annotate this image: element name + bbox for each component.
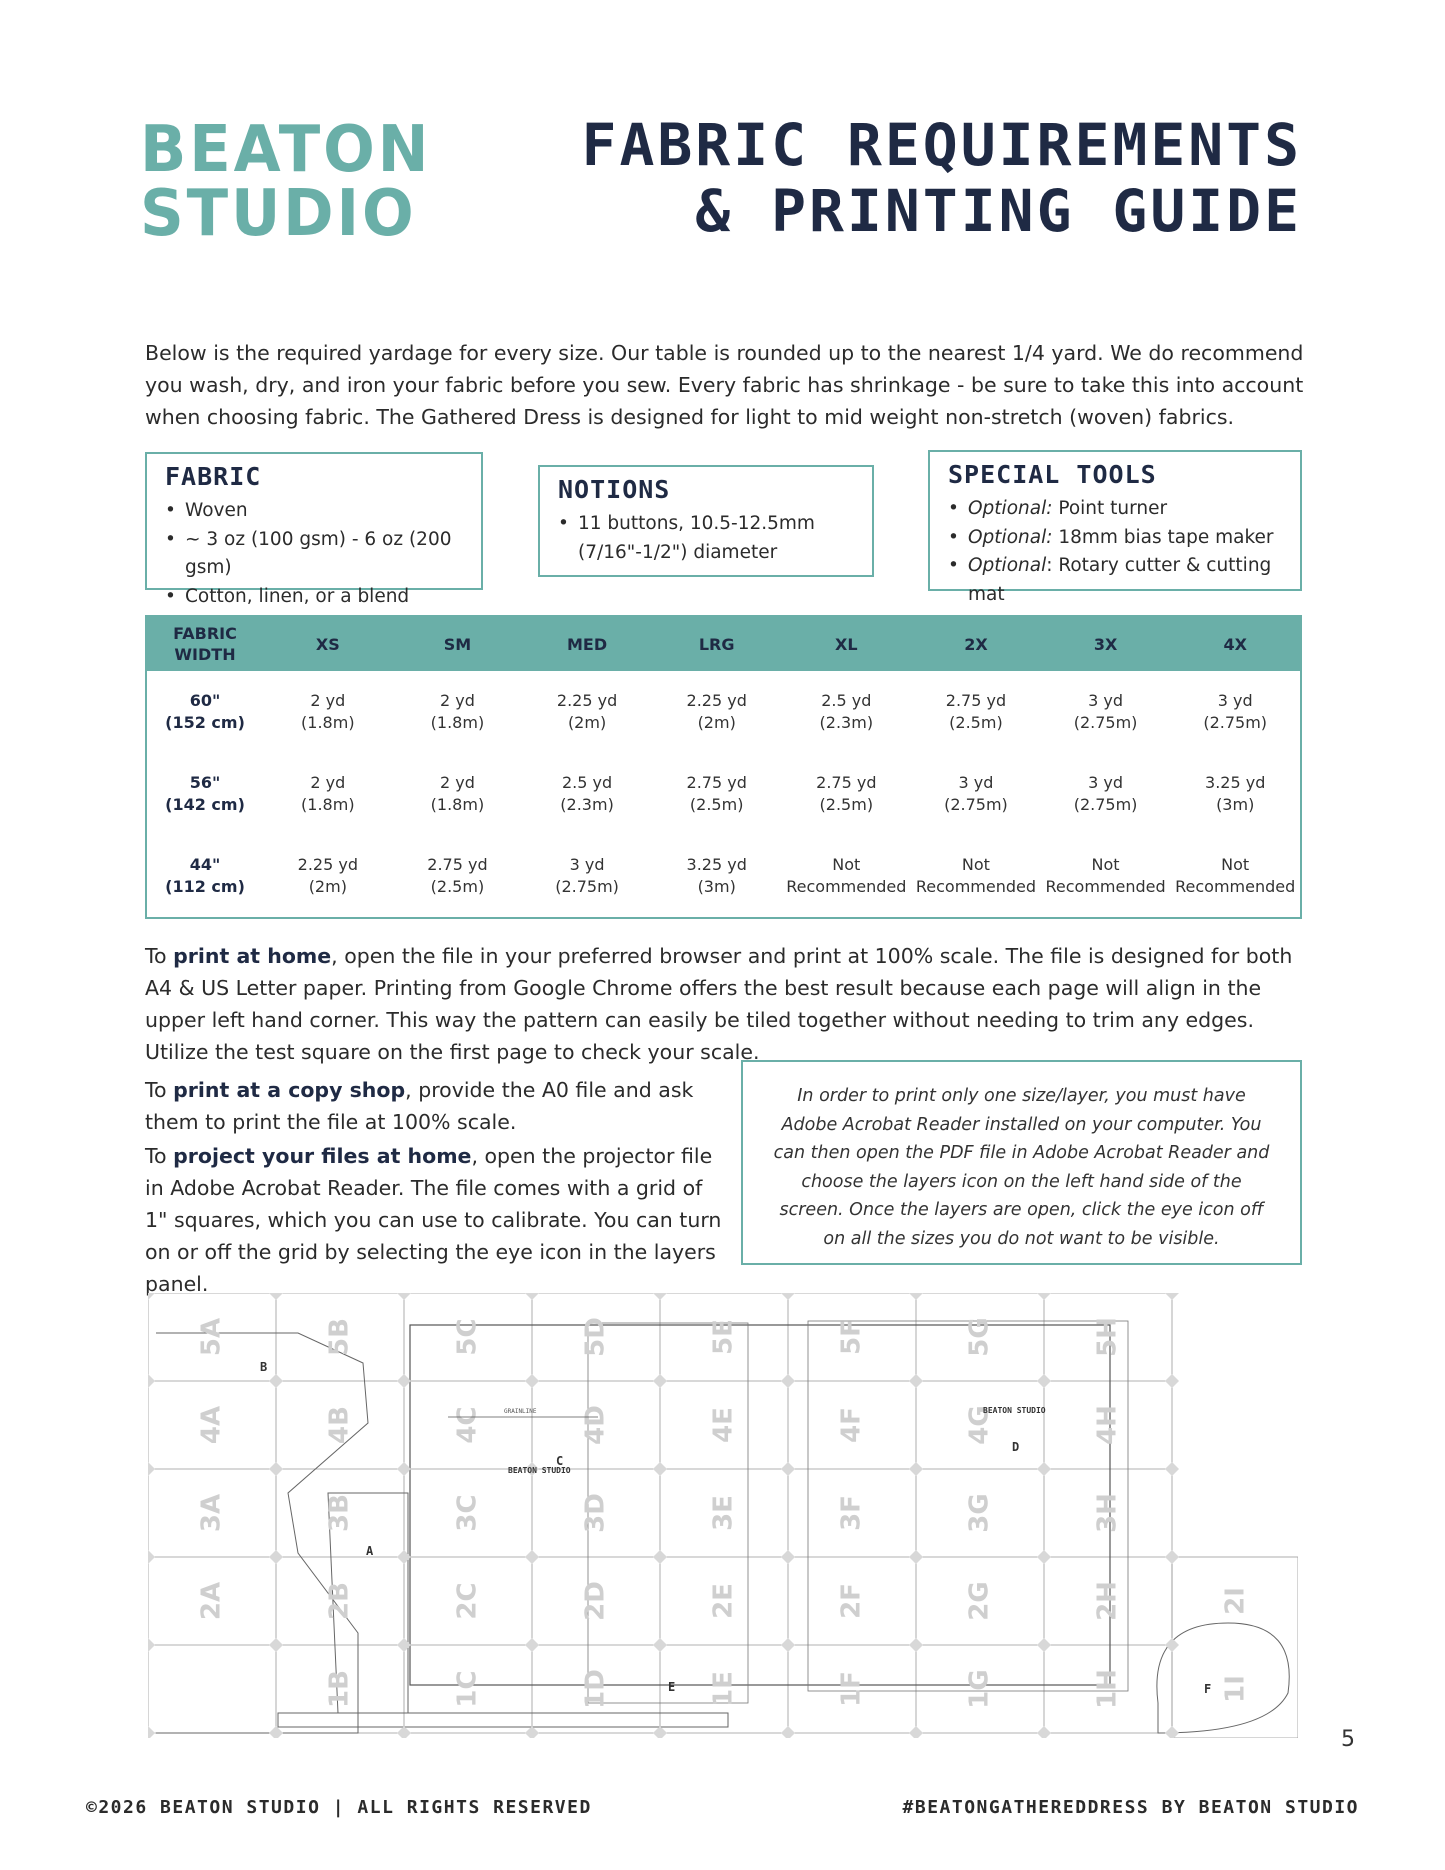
table-row [147,671,1300,753]
yardage-cell: 2.5 yd (2.3m) [819,691,874,732]
tile-label: 2D [580,1581,611,1621]
tile-label: 2B [324,1582,355,1620]
special-tools-item: • Optional: Rotary cutter & cutting mat [948,552,1282,609]
notions-heading: NOTIONS [558,475,671,504]
alignment-diamond [148,1374,155,1388]
tile-label: 4D [580,1405,611,1445]
tile-label: 2A [196,1581,227,1621]
fabric-width-cell: 44" (112 cm) [165,855,245,896]
brand-logo-line-2: STUDIO [140,177,417,251]
alignment-diamond [653,1374,667,1388]
alignment-diamond [1037,1638,1051,1652]
tile-label: 5G [964,1317,995,1357]
alignment-diamond [1037,1550,1051,1564]
column-header: MED [566,634,608,654]
tile-label: 2F [836,1583,867,1619]
pattern-piece-label: B [260,1360,268,1374]
yardage-cell: 2.75 yd (2.5m) [427,855,488,896]
pattern-piece-label: D [1012,1440,1020,1454]
layers-note: In order to print only one size/layer, you must have Adobe Acrobat Reader installed on your computer. You can then open the PDF file in Adobe Acrobat Reader and choose the layers icon on the left hand side of the screen. Once the layers are open, click the eye icon off on all the sizes you do not want to be visible. [741,1060,1302,1265]
tile-label: 4C [452,1406,483,1444]
column-header: 2X [964,634,988,654]
fabric-box [145,452,483,607]
tile-label: 1D [580,1669,611,1709]
page-title [582,112,1302,244]
column-header: FABRIC WIDTH [173,624,237,664]
alignment-diamond [525,1550,539,1564]
alignment-diamond [909,1638,923,1652]
tile-label: 1E [708,1671,739,1707]
print-at-home-paragraph: To print at home, open the file in your preferred browser and print at 100% scale. The file is designed for both A4 & US Letter paper. Printing from Google Chrome offers the best result because each page will align in the upper left hand corner. This way the pattern can easily be tiled together without needing to trim any edges. Utilize the test square on the first page to check your scale. [145,944,1293,1064]
alignment-diamond [148,1462,155,1476]
alignment-diamond [653,1726,667,1738]
alignment-diamond [781,1293,795,1300]
tile-label: 5F [836,1319,867,1355]
alignment-diamond [909,1374,923,1388]
yardage-table [145,615,1302,919]
alignment-diamond [269,1550,283,1564]
tile-label: 3B [324,1494,355,1532]
alignment-diamond [269,1726,283,1738]
alignment-diamond [397,1638,411,1652]
tile-label: 1H [1092,1669,1123,1709]
tile-label: 5H [1092,1317,1123,1357]
tile-label: 1B [324,1670,355,1708]
alignment-diamond [397,1374,411,1388]
alignment-diamond [1165,1550,1179,1564]
yardage-cell: 2 yd (1.8m) [301,773,355,814]
tile-label: 2G [964,1581,995,1621]
alignment-diamond [781,1374,795,1388]
tile-label: 3D [580,1493,611,1533]
alignment-diamond [148,1293,155,1300]
yardage-cell: Not Recommended [915,855,1036,896]
tile-label: 3F [836,1495,867,1531]
brand-logo [140,113,432,251]
alignment-diamond [781,1462,795,1476]
tile-label: 2C [452,1582,483,1620]
alignment-diamond [909,1550,923,1564]
tile-label: 4H [1092,1405,1123,1445]
tile-label: 4B [324,1406,355,1444]
yardage-cell: Not Recommended [786,855,907,896]
alignment-diamond [148,1550,155,1564]
pattern-piece-label: F [1204,1682,1212,1696]
pattern-piece-label: C [556,1454,564,1468]
column-header: 3X [1093,634,1118,654]
alignment-diamond [525,1293,539,1300]
pattern-brand-tag: BEATON STUDIO [508,1466,571,1475]
tile-label: 3G [964,1493,995,1533]
intro-paragraph: Below is the required yardage for every size. Our table is rounded up to the nearest 1/4 yard. We do recommend you wash, dry, and iron your fabric before you sew. Every fabric has shrinkage - be sure to take this into account when choosing fabric. The Gathered Dress is designed for light to mid weight non-stretch (woven) fabrics. [145,341,1304,429]
alignment-diamond [909,1726,923,1738]
notions-item: • 11 buttons, 10.5-12.5mm (7/16"-1/2") diameter [558,510,854,567]
column-header: 4X [1223,634,1247,654]
yardage-cell: 3.25 yd (3m) [686,855,747,896]
alignment-diamond [269,1293,283,1300]
tile-label: 3C [452,1494,483,1532]
pattern-layout-diagram [148,1293,1298,1738]
column-header: LRG [698,634,735,654]
alignment-diamond [1165,1638,1179,1652]
yardage-cell: Not Recommended [1175,855,1296,896]
yardage-cell: 3 yd (2.75m) [1203,691,1268,732]
tile-label: 1C [452,1670,483,1708]
fabric-heading: FABRIC [165,462,262,491]
fabric-item: • Cotton, linen, or a blend [165,583,463,612]
fabric-width-cell: 60" (152 cm) [165,691,245,732]
alignment-diamond [148,1726,155,1738]
yardage-cell: 3 yd (2.75m) [1073,773,1138,814]
tile-label: 2H [1092,1581,1123,1621]
notions-box [538,465,874,577]
tile-label: 4F [836,1407,867,1443]
column-header: XL [835,634,858,654]
alignment-diamond [148,1638,155,1652]
fabric-item: • Woven [165,497,463,526]
yardage-cell: 2 yd (1.8m) [430,691,485,732]
tile-label: 1F [836,1671,867,1707]
alignment-diamond [269,1462,283,1476]
alignment-diamond [1037,1726,1051,1738]
tile-label: 3E [708,1495,739,1531]
alignment-diamond [1165,1293,1179,1300]
alignment-diamond [1037,1374,1051,1388]
tile-label: 2E [708,1583,739,1619]
special-tools-item: • Optional: Point turner [948,495,1282,524]
tile-label: 5D [580,1317,611,1357]
special-tools-item: • Optional: 18mm bias tape maker [948,524,1282,553]
page-title-line-2: & PRINTING GUIDE [695,177,1302,245]
yardage-cell: 3 yd (2.75m) [944,773,1008,814]
footer-hashtag: #BEATONGATHEREDDRESS BY BEATON STUDIO [902,1797,1359,1818]
fabric-item: • ~ 3 oz (100 gsm) - 6 oz (200 gsm) [165,526,463,583]
alignment-diamond [397,1293,411,1300]
footer-copyright: ©2026 BEATON STUDIO | ALL RIGHTS RESERVED [86,1797,592,1818]
fabric-width-cell: 56" (142 cm) [165,773,245,814]
projector-paragraph: To project your files at home, open the projector file in Adobe Acrobat Reader. The file comes with a grid of 1" squares, which you can use to calibrate. You can turn on or off the grid by selecting the eye icon in the layers panel. [145,1144,722,1296]
copy-shop-paragraph: To print at a copy shop, provide the A0 file and ask them to print the file at 100% scale. [145,1078,694,1134]
yardage-cell: 2.25 yd (2m) [686,691,747,732]
pattern-piece-label: A [366,1544,374,1558]
tile-label: 1G [964,1669,995,1709]
alignment-diamond [525,1638,539,1652]
alignment-diamond [397,1462,411,1476]
page-title-line-1: FABRIC REQUIREMENTS [581,111,1302,179]
yardage-cell: 2 yd (1.8m) [301,691,355,732]
page-number: 5 [1341,1727,1355,1752]
pattern-piece-outline [410,1325,1110,1685]
alignment-diamond [781,1726,795,1738]
alignment-diamond [1165,1462,1179,1476]
yardage-cell: 2.25 yd (2m) [556,691,618,732]
alignment-diamond [397,1726,411,1738]
yardage-cell: 2.75 yd (2.5m) [945,691,1007,732]
tile-label: 2I [1220,1587,1251,1615]
alignment-diamond [653,1462,667,1476]
alignment-diamond [1037,1462,1051,1476]
yardage-cell: 2.75 yd (2.5m) [816,773,877,814]
tile-label: 4G [964,1405,995,1445]
tile-label: 5B [324,1318,355,1356]
pattern-piece-outline [278,1713,728,1727]
tile-label: 1I [1220,1675,1251,1703]
grainline-label: GRAINLINE [504,1408,537,1415]
tile-label: 3A [196,1493,227,1533]
alignment-diamond [909,1293,923,1300]
tile-label: 5C [452,1318,483,1356]
alignment-diamond [781,1638,795,1652]
alignment-diamond [269,1374,283,1388]
tile-label: 4A [196,1405,227,1445]
yardage-cell: 3 yd (2.75m) [1073,691,1138,732]
fabric-list [165,497,463,611]
alignment-diamond [1037,1293,1051,1300]
tile-label: 5A [196,1317,227,1357]
alignment-diamond [653,1638,667,1652]
notions-list [558,510,854,567]
yardage-cell: 2.25 yd (2m) [297,855,358,896]
yardage-cell: Not Recommended [1045,855,1166,896]
grid-line [1172,1557,1298,1738]
yardage-cell: 3.25 yd (3m) [1205,773,1266,814]
alignment-diamond [653,1293,667,1300]
alignment-diamond [1165,1726,1179,1738]
alignment-diamond [909,1462,923,1476]
special-tools-list [948,495,1282,609]
alignment-diamond [525,1374,539,1388]
alignment-diamond [269,1638,283,1652]
yardage-cell: 2.5 yd (2.3m) [560,773,614,814]
yardage-cell: 3 yd (2.75m) [555,855,619,896]
brand-logo-line-1: BEATON [140,113,432,187]
alignment-diamond [397,1550,411,1564]
column-header: SM [443,634,472,654]
tile-label: 3H [1092,1493,1123,1533]
alignment-diamond [781,1550,795,1564]
alignment-diamond [525,1726,539,1738]
tile-label: 5E [708,1319,739,1355]
column-header: XS [315,634,340,654]
pattern-piece-label: E [668,1680,676,1694]
table-row [147,753,1300,835]
pattern-brand-tag: BEATON STUDIO [983,1406,1046,1415]
yardage-cell: 2 yd (1.8m) [430,773,485,814]
tile-label: 4E [708,1407,739,1443]
alignment-diamond [1165,1374,1179,1388]
alignment-diamond [653,1550,667,1564]
special-tools-box [928,450,1302,605]
special-tools-heading: SPECIAL TOOLS [948,460,1157,489]
yardage-cell: 2.75 yd (2.5m) [686,773,747,814]
table-row [147,835,1300,917]
table-header-row [147,617,1300,671]
